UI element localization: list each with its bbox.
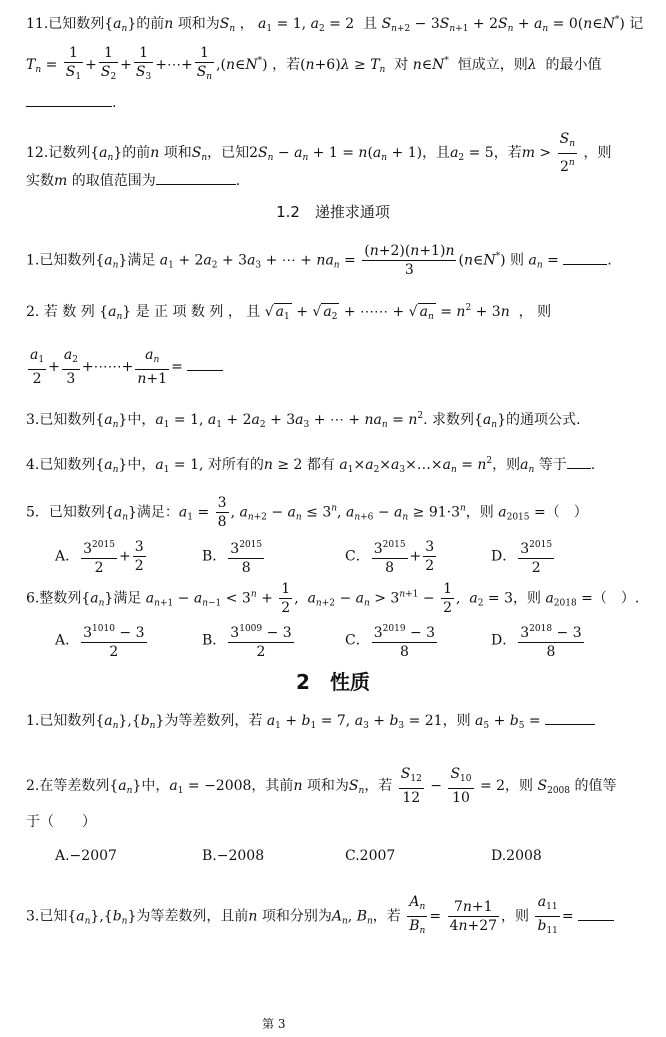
answer-blank[interactable] <box>545 710 595 725</box>
answer-blank[interactable] <box>578 906 614 921</box>
r5-option-a[interactable]: A． $\frac{3^{2015}}{2}$ + $\frac{3}{2}$ <box>55 536 148 577</box>
p2-line1: 2.在等差数列$\{a_n\}$中，$a_1 = -2008$，其前n 项和为$S_n$，若 $\frac{S_{12}}{12}$ − $\frac{S_{10}}{10}$ = 2，则 $S_{2008}$ 的值等 <box>26 766 617 806</box>
p2-option-a[interactable]: A.−2007 <box>55 848 117 864</box>
p3-text: 3.已知$\{a_n\},\{b_n\}$为等差数列，且前n 项和分别为$A_n$, $B_n$，若 $\frac{A_n}{B_n}$ = $\frac{7n+1}{4n+27}$ ，则 $\frac{a_{11}}{b_{11}}$ = <box>26 893 614 940</box>
r5-text: 5．已知数列$\{a_n\}$满足：$a_1$ = $\frac{3}{8}$ , $a_{n+2} - a_n \le 3^n$, $a_{n+6} - a_n \ge 91\cdot 3^n$，则 $a_{2015}$ =（ ） <box>26 495 588 530</box>
r2-line2: $\frac{a_1}{2}$ + $\frac{a_2}{3}$ +⋯⋯+ $\frac{a_n}{n+1}$ = <box>26 346 223 388</box>
r6-option-b[interactable]: B． $\frac{3^{1009} - 3}{2}$ <box>202 620 296 661</box>
p2-line2: 于（ ） <box>26 814 96 830</box>
r6-option-c[interactable]: C． $\frac{3^{2019} - 3}{8}$ <box>345 620 439 661</box>
q12-line2: 实数m 的取值范围为 . <box>26 170 240 191</box>
section-heading-2: 2 性质 <box>296 670 370 694</box>
r5-option-d[interactable]: D． $\frac{3^{2015}}{2}$ <box>491 536 556 577</box>
answer-blank[interactable] <box>567 454 591 469</box>
answer-blank[interactable] <box>156 170 236 185</box>
r5-option-c[interactable]: C． $\frac{3^{2015}}{8}$ + $\frac{3}{2}$ <box>345 536 438 577</box>
p2-option-b[interactable]: B.−2008 <box>202 848 265 864</box>
r6-option-d[interactable]: D． $\frac{3^{2018} - 3}{8}$ <box>491 620 586 661</box>
section-heading-1-2: 1.2 递推求通项 <box>276 203 390 221</box>
page-number: 第 3 <box>262 1017 286 1031</box>
p1-text: 1.已知数列$\{a_n\},\{b_n\}$为等差数列，若 $a_1 + b_1 = 7$, $a_3 + b_3 = 21$，则 $a_5 + b_5$ = <box>26 710 595 736</box>
p2-option-d[interactable]: D.2008 <box>491 848 542 864</box>
q12-line1: 12.记数列$\{a_n\}$的前n 项和$S_n$，已知$2S_n - a_n + 1 = n(a_n + 1)$，且$a_2 = 5$，若m > $\frac{S_n}{2^n}$ ，则 <box>26 131 612 175</box>
r3-text: 3.已知数列$\{a_n\}$中，$a_1 = 1$, $a_1 + 2a_2 + 3a_3$ + ⋯ + $na_n = n^2$. 求数列$\{a_n\}$的通项公式. <box>26 411 581 430</box>
answer-blank[interactable] <box>187 356 223 371</box>
r5-option-b[interactable]: B． $\frac{3^{2015}}{8}$ <box>202 536 266 577</box>
q11-line2: $T_n$ = $\frac{1}{S_1}$ + $\frac{1}{S_2}$ + $\frac{1}{S_3}$ +⋯+ $\frac{1}{S_n}$ ,(n∈N*) ，若$(n+6)\lambda \ge T_n$ 对 n∈N* 恒成立，则λ 的最小值 <box>26 45 602 82</box>
p2-option-c[interactable]: C.2007 <box>345 848 396 864</box>
r4-text: 4.已知数列$\{a_n\}$中，$a_1 = 1$, 对所有的n ≥ 2 都有 $a_1\times a_2\times a_3\times\dots\times a_n = n^2$，则$a_n$ 等于 . <box>26 456 596 475</box>
answer-blank[interactable] <box>563 250 607 265</box>
r1-text: 1.已知数列$\{a_n\}$满足 $a_1 + 2a_2 + 3a_3$ + ⋯ + $na_n$ = $\frac{(n+2)(n+1)n}{3}$ (n∈N*) 则 $a_n$ = . <box>26 243 612 278</box>
q11-line1: 11.已知数列$\{a_n\}$的前n 项和为$S_n$ ， $a_1 = 1$, $a_2 = 2$ 且 $S_{n+2} - 3S_{n+1} + 2S_n + a_n$ = 0(n∈N*) 记 <box>26 15 644 34</box>
r6-option-a[interactable]: A． $\frac{3^{1010} - 3}{2}$ <box>55 620 149 661</box>
r2-line1: 2. 若 数 列 $\{a_n\}$ 是 正 项 数 列 ， 且 √ $a_1$ + √ $a_2$ + ⋯⋯ + √ $a_n = n^2 + 3n$ ， 则 <box>26 303 552 322</box>
q11-line3: . <box>26 92 116 113</box>
r6-text: 6.整数列$\{a_n\}$满足 $a_{n+1} - a_{n-1} < 3^n$ + $\frac{1}{2}$ , $a_{n+2} - a_n > 3^{n+1}$ − $\frac{1}{2}$ , $a_2 = 3$，则 $a_{2018}$ =（ ）. <box>26 581 640 616</box>
answer-blank[interactable] <box>26 92 112 107</box>
